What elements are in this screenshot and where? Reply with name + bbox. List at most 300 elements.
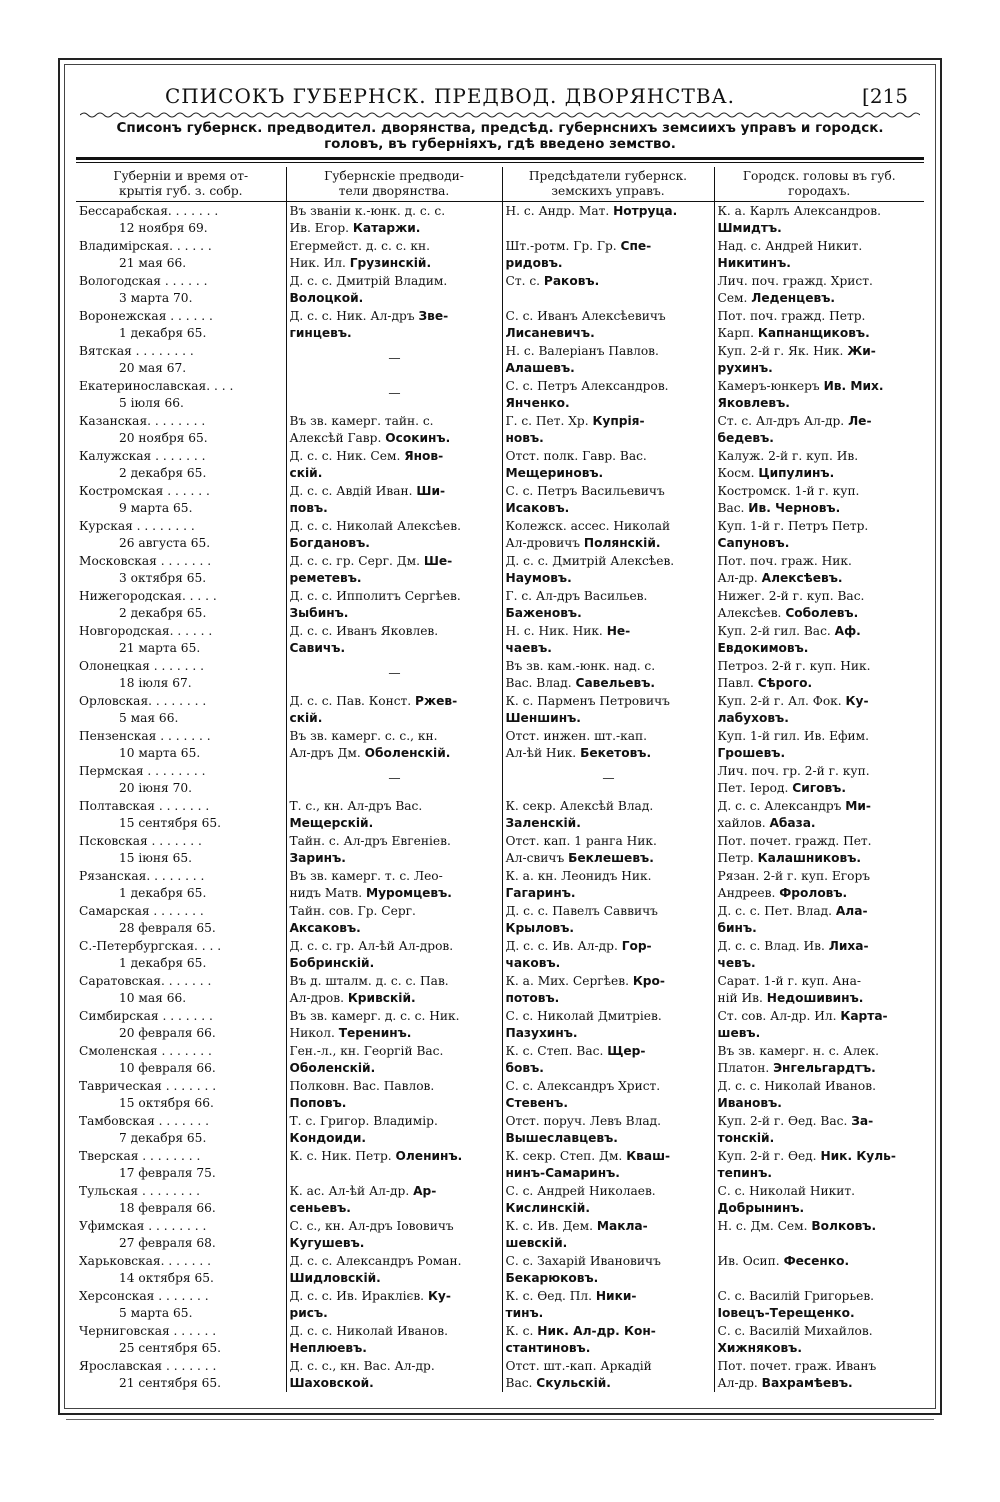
marshal-cell bbox=[286, 1287, 502, 1322]
gubernia-name: Тульская . . . . . . . . bbox=[79, 1184, 201, 1198]
plain-text: Вас. bbox=[717, 500, 749, 515]
gubernia-cell bbox=[76, 272, 286, 307]
cell-line bbox=[506, 360, 712, 377]
zemstvo-chair-cell bbox=[502, 1112, 714, 1147]
surname-bold: Крыловъ. bbox=[505, 920, 575, 935]
surname-bold: чаевъ. bbox=[505, 640, 552, 655]
gubernia-cell bbox=[76, 482, 286, 517]
zemstvo-chair-cell bbox=[502, 1042, 714, 1077]
mayor-cell bbox=[714, 447, 924, 482]
cell-line bbox=[506, 483, 712, 500]
gubernia-name: Полтавская . . . . . . . bbox=[79, 799, 210, 813]
surname-bold: Гагаринъ. bbox=[505, 885, 576, 900]
marshal-cell bbox=[286, 1252, 502, 1287]
assembly-date: 2 декабря 65. bbox=[119, 605, 207, 620]
zemstvo-chair-cell bbox=[502, 832, 714, 867]
table-row bbox=[76, 1322, 924, 1357]
assembly-date: 5 марта 65. bbox=[119, 1305, 193, 1320]
cell-line bbox=[290, 1340, 500, 1357]
cell-line bbox=[290, 465, 500, 482]
cell-line bbox=[506, 955, 712, 972]
surname-bold: Скульскій. bbox=[536, 1375, 611, 1390]
cell-line bbox=[506, 640, 712, 657]
marshal-cell bbox=[286, 692, 502, 727]
surname-bold: Мещерскій. bbox=[289, 815, 374, 830]
mayor-cell bbox=[714, 412, 924, 447]
gubernia-name: Костромская . . . . . . bbox=[79, 484, 210, 498]
surname-bold: Не- bbox=[606, 624, 631, 638]
table-row bbox=[76, 937, 924, 972]
surname-bold: лабуховъ. bbox=[717, 710, 789, 725]
surname-bold: Ив. Черновъ. bbox=[748, 500, 841, 515]
cell-line bbox=[718, 605, 923, 622]
zemstvo-chair-cell bbox=[502, 342, 714, 377]
cell-line bbox=[506, 693, 712, 710]
plain-text: Д. с. с. Дмитрій Владим. bbox=[289, 274, 448, 288]
mayor-cell bbox=[714, 1112, 924, 1147]
cell-line bbox=[718, 1165, 923, 1182]
table-row bbox=[76, 692, 924, 727]
surname-bold: гинцевъ. bbox=[289, 325, 352, 340]
plain-text: Куп. 2-й г. Ал. Фок. bbox=[717, 694, 846, 708]
marshal-cell bbox=[286, 1042, 502, 1077]
plain-text: Алексѣй Гавр. bbox=[289, 430, 386, 445]
header-line: Губерніи и время от- bbox=[113, 169, 249, 183]
header-line: земскихъ управъ. bbox=[551, 184, 665, 198]
plain-text: С. с. Николай Дмитріев. bbox=[505, 1009, 662, 1023]
mayor-cell bbox=[714, 1287, 924, 1322]
plain-text: Куп. 2-й г. Ѳед. Вас. bbox=[717, 1114, 852, 1128]
cell-line bbox=[718, 430, 923, 447]
plain-text: С. с. Василій Григорьев. bbox=[717, 1289, 875, 1303]
cell-line bbox=[290, 1025, 500, 1042]
surname-bold: Ив. Мих. bbox=[823, 379, 884, 393]
assembly-date: 27 февраля 68. bbox=[119, 1235, 216, 1250]
table-row bbox=[76, 1147, 924, 1182]
mayor-cell bbox=[714, 552, 924, 587]
zemstvo-chair-cell bbox=[502, 587, 714, 622]
mayor-cell bbox=[714, 377, 924, 412]
plain-text: Д. с. с. Пет. Влад. bbox=[717, 904, 836, 918]
plain-text: Косм. bbox=[717, 465, 759, 480]
plain-text: Камеръ-юнкеръ bbox=[717, 379, 824, 393]
cell-line bbox=[290, 1218, 500, 1235]
cell-line bbox=[290, 885, 500, 902]
surname-bold: тепинъ. bbox=[717, 1165, 772, 1180]
plain-text: Отст. полк. Гавр. Вас. bbox=[505, 449, 647, 463]
cell-line bbox=[506, 553, 712, 570]
surname-bold: Бекетовъ. bbox=[580, 745, 652, 760]
cell-line bbox=[290, 1288, 500, 1305]
plain-text: Д. с. с. Дмитрій Алексѣев. bbox=[505, 554, 675, 568]
cell-line bbox=[506, 203, 712, 220]
plain-text: Д. с. с. Александръ Роман. bbox=[289, 1254, 462, 1268]
plain-text: Пот. почет. гражд. Пет. bbox=[717, 834, 872, 848]
gubernia-name: Черниговская . . . . . . bbox=[79, 1324, 217, 1338]
table-row bbox=[76, 202, 924, 238]
mayor-cell bbox=[714, 1322, 924, 1357]
surname-bold: Грошевъ. bbox=[717, 745, 786, 760]
plain-text: К. а. Карлъ Александров. bbox=[717, 204, 881, 218]
zemstvo-chair-cell bbox=[502, 447, 714, 482]
plain-text: С. с. Захарій Ивановичъ bbox=[505, 1254, 661, 1268]
cell-line bbox=[718, 1130, 923, 1147]
cell-line bbox=[718, 378, 923, 395]
cell-line bbox=[290, 483, 500, 500]
cell-line bbox=[506, 1165, 712, 1182]
surname-bold: Ми- bbox=[845, 799, 871, 813]
cell-line bbox=[718, 570, 923, 587]
cell-line bbox=[506, 1200, 712, 1217]
table-row bbox=[76, 797, 924, 832]
assembly-date: 1 декабря 65. bbox=[119, 325, 207, 340]
zemstvo-chair-cell bbox=[502, 867, 714, 902]
plain-text: Рязан. 2-й г. куп. Егоръ bbox=[717, 869, 871, 883]
surname-bold: Хижняковъ. bbox=[717, 1340, 802, 1355]
cell-line bbox=[290, 833, 500, 850]
plain-text: Куп. 1-й г. Петръ Петр. bbox=[717, 519, 869, 533]
plain-text: Пот. поч. гражд. Петр. bbox=[717, 309, 866, 323]
cell-line bbox=[506, 728, 712, 745]
zemstvo-chair-cell bbox=[502, 657, 714, 692]
surname-bold: Наумовъ. bbox=[505, 570, 572, 585]
table-row bbox=[76, 657, 924, 692]
table-row bbox=[76, 447, 924, 482]
plain-text: Г. с. Пет. Хр. bbox=[505, 414, 593, 428]
empty-dash: — bbox=[602, 771, 615, 785]
running-title: СПИСОКЪ ГУБЕРНСК. ПРЕДВОД. ДВОРЯНСТВА. bbox=[164, 84, 736, 108]
gubernia-cell bbox=[76, 692, 286, 727]
assembly-date: 1 декабря 65. bbox=[119, 885, 207, 900]
plain-text: Никол. bbox=[289, 1025, 339, 1040]
surname-bold: Исаковъ. bbox=[505, 500, 570, 515]
cell-line bbox=[290, 1113, 500, 1130]
plain-text: Д. с. с. Ив. Ираклієв. bbox=[289, 1289, 428, 1303]
marshal-cell bbox=[286, 1007, 502, 1042]
mayor-cell bbox=[714, 1077, 924, 1112]
gubernia-name: Вологодская . . . . . . bbox=[79, 274, 208, 288]
table-row bbox=[76, 1357, 924, 1392]
cell-line bbox=[506, 745, 712, 762]
table-row bbox=[76, 1252, 924, 1287]
cell-line bbox=[290, 448, 500, 465]
plain-text: К. с. Ник. Петр. bbox=[289, 1149, 396, 1163]
surname-bold: Іовецъ-Терещенко. bbox=[717, 1305, 855, 1320]
gubernia-name: Херсонская . . . . . . . bbox=[79, 1289, 209, 1303]
plain-text: К. секр. Алексѣй Влад. bbox=[505, 799, 654, 813]
mayor-cell bbox=[714, 202, 924, 238]
surname-bold: Сиговъ. bbox=[792, 780, 846, 795]
gubernia-name: Саратовская. . . . . . . bbox=[79, 974, 212, 988]
plain-text: Н. с. Андр. Мат. bbox=[505, 204, 614, 218]
surname-bold: Волковъ. bbox=[811, 1219, 877, 1233]
gubernia-cell bbox=[76, 342, 286, 377]
gubernia-name: Екатеринославская. . . . bbox=[79, 379, 234, 393]
plain-text: Н. с. Валеріанъ Павлов. bbox=[505, 344, 659, 358]
surname-bold: Оболенскій. bbox=[364, 745, 451, 760]
cell-line bbox=[718, 885, 923, 902]
marshal-cell bbox=[286, 937, 502, 972]
cell-line bbox=[290, 868, 500, 885]
cell-line bbox=[506, 1323, 712, 1340]
col-mayor-header bbox=[714, 167, 924, 202]
plain-text: С. с. Петръ Васильевичъ bbox=[505, 484, 665, 498]
surname-bold: Ала- bbox=[835, 904, 868, 918]
surname-bold: Нотруца. bbox=[613, 204, 678, 218]
cell-line bbox=[718, 1323, 923, 1340]
surname-bold: Янов- bbox=[404, 449, 444, 463]
gubernia-cell bbox=[76, 202, 286, 238]
zemstvo-chair-cell bbox=[502, 902, 714, 937]
marshal-cell bbox=[286, 832, 502, 867]
gubernia-name: С.-Петербургская. . . . bbox=[79, 939, 222, 953]
plain-text: С. с. Иванъ Алексѣевичъ bbox=[505, 309, 666, 323]
cell-line bbox=[718, 798, 923, 815]
surname-bold: Пазухинъ. bbox=[505, 1025, 578, 1040]
cell-line bbox=[506, 500, 712, 517]
surname-bold: ридовъ. bbox=[505, 255, 563, 270]
assembly-date: 10 мая 66. bbox=[119, 990, 187, 1005]
cell-line bbox=[506, 623, 712, 640]
surname-bold: шевъ. bbox=[717, 1025, 761, 1040]
surname-bold: Бекарюковъ. bbox=[505, 1270, 599, 1285]
surname-bold: шевскій. bbox=[505, 1235, 568, 1250]
assembly-date: 17 февраля 75. bbox=[119, 1165, 216, 1180]
surname-bold: Полянскій. bbox=[583, 535, 661, 550]
surname-bold: бовъ. bbox=[505, 1060, 544, 1075]
cell-line bbox=[290, 325, 500, 342]
surname-bold: Никитинъ. bbox=[717, 255, 791, 270]
table-row bbox=[76, 377, 924, 412]
surname-bold: Грузинскій. bbox=[349, 255, 432, 270]
cell-line bbox=[290, 1078, 500, 1095]
cell-line bbox=[718, 920, 923, 937]
plain-text: Отст. шт.-кап. Аркадій bbox=[505, 1359, 652, 1373]
gubernia-cell bbox=[76, 517, 286, 552]
cell-line bbox=[290, 920, 500, 937]
surname-bold: Шидловскій. bbox=[289, 1270, 381, 1285]
plain-text: ній Ив. bbox=[717, 990, 767, 1005]
surname-bold: Фроловъ. bbox=[779, 885, 848, 900]
cell-line bbox=[506, 1340, 712, 1357]
table-row bbox=[76, 1182, 924, 1217]
assembly-date: 28 февраля 65. bbox=[119, 920, 216, 935]
mayor-cell bbox=[714, 517, 924, 552]
surname-bold: Поповъ. bbox=[289, 1095, 347, 1110]
cell-line bbox=[718, 360, 923, 377]
surname-bold: чаковъ. bbox=[505, 955, 561, 970]
table-row bbox=[76, 1112, 924, 1147]
cell-line bbox=[718, 955, 923, 972]
surname-bold: тинъ. bbox=[505, 1305, 544, 1320]
zemstvo-chair-cell bbox=[502, 797, 714, 832]
cell-line bbox=[718, 1375, 923, 1392]
surname-bold: Ник. Куль- bbox=[820, 1149, 896, 1163]
empty-dash: — bbox=[388, 666, 401, 680]
marshal-cell bbox=[286, 482, 502, 517]
cell-line bbox=[290, 203, 500, 220]
cell-line bbox=[718, 1340, 923, 1357]
surname-bold: Сѣрого. bbox=[757, 675, 813, 690]
cell-line bbox=[718, 1113, 923, 1130]
surname-bold: бинъ. bbox=[717, 920, 757, 935]
marshal-cell bbox=[286, 902, 502, 937]
plain-text: Лич. поч. гр. 2-й г. куп. bbox=[717, 764, 870, 778]
surname-bold: Ржев- bbox=[415, 694, 458, 708]
table-header-row bbox=[76, 167, 924, 202]
zemstvo-chair-cell bbox=[502, 1287, 714, 1322]
cell-line bbox=[290, 1375, 500, 1392]
plain-text: К. ас. Ал-ѣй Ал-др. bbox=[289, 1184, 414, 1198]
plain-text: Д. с. с. Ник. Ал-дръ bbox=[289, 309, 419, 323]
gubernia-cell bbox=[76, 937, 286, 972]
plain-text: Г. с. Ал-дръ Васильев. bbox=[505, 589, 648, 603]
surname-bold: Лиха- bbox=[828, 939, 869, 953]
gubernia-name: Харьковская. . . . . . . bbox=[79, 1254, 211, 1268]
plain-text: Андреев. bbox=[717, 885, 780, 900]
table-row bbox=[76, 1042, 924, 1077]
plain-text: К. а. Мих. Сергѣев. bbox=[505, 974, 633, 988]
gubernia-name: Рязанская. . . . . . . . bbox=[79, 869, 205, 883]
plain-text: Д. с. с. гр. Серг. Дм. bbox=[289, 554, 424, 568]
cell-line bbox=[506, 658, 712, 675]
assembly-date: 5 іюля 66. bbox=[119, 395, 184, 410]
plain-text: Д. с. с. гр. Ал-ѣй Ал-дров. bbox=[289, 939, 454, 953]
cell-line bbox=[290, 1148, 500, 1165]
marshal-cell bbox=[286, 1147, 502, 1182]
assembly-date: 20 іюня 70. bbox=[119, 780, 192, 795]
plain-text: Ал-дров. bbox=[289, 990, 348, 1005]
table-row bbox=[76, 307, 924, 342]
mayor-cell bbox=[714, 342, 924, 377]
surname-bold: Осокинъ. bbox=[385, 430, 451, 445]
mayor-cell bbox=[714, 1147, 924, 1182]
surname-bold: Богдановъ. bbox=[289, 535, 370, 550]
assembly-date: 15 октября 66. bbox=[119, 1095, 214, 1110]
plain-text: Пот. поч. граж. Ник. bbox=[717, 554, 852, 568]
gubernia-cell bbox=[76, 657, 286, 692]
surname-bold: Ники- bbox=[595, 1289, 637, 1303]
surname-bold: потовъ. bbox=[505, 990, 560, 1005]
gubernia-cell bbox=[76, 902, 286, 937]
zemstvo-chair-cell bbox=[502, 1182, 714, 1217]
plain-text: Лич. поч. гражд. Христ. bbox=[717, 274, 873, 288]
gubernia-name: Пермская . . . . . . . . bbox=[79, 764, 206, 778]
plain-text: Т. с. Григор. Владимір. bbox=[289, 1114, 438, 1128]
surname-bold: Леденцевъ. bbox=[751, 290, 835, 305]
plain-text: Платон. bbox=[717, 1060, 774, 1075]
cell-line bbox=[718, 1060, 923, 1077]
surname-bold: скій. bbox=[289, 465, 323, 480]
gubernia-name: Казанская. . . . . . . . bbox=[79, 414, 206, 428]
plain-text: С. с. Василій Михайлов. bbox=[717, 1324, 873, 1338]
assembly-date: 2 декабря 65. bbox=[119, 465, 207, 480]
surname-bold: Стевенъ. bbox=[505, 1095, 568, 1110]
col-gubernia-header bbox=[76, 167, 286, 202]
marshal-cell bbox=[286, 1077, 502, 1112]
plain-text: Петроз. 2-й г. куп. Ник. bbox=[717, 659, 871, 673]
assembly-date: 3 марта 70. bbox=[119, 290, 193, 305]
plain-text: Въ д. шталм. д. с. с. Пав. bbox=[289, 974, 449, 988]
marshal-cell bbox=[286, 377, 502, 412]
surname-bold: Теренинъ. bbox=[338, 1025, 412, 1040]
table-row bbox=[76, 587, 924, 622]
marshal-cell bbox=[286, 1357, 502, 1392]
gubernia-name: Орловская. . . . . . . . bbox=[79, 694, 207, 708]
cell-line bbox=[290, 1183, 500, 1200]
table-row bbox=[76, 1077, 924, 1112]
cell-line bbox=[506, 238, 712, 255]
gubernia-cell bbox=[76, 237, 286, 272]
marshal-cell bbox=[286, 1182, 502, 1217]
plain-text: С. с. Александръ Христ. bbox=[505, 1079, 661, 1093]
plain-text: К. секр. Степ. Дм. bbox=[505, 1149, 627, 1163]
surname-bold: Бобринскій. bbox=[289, 955, 375, 970]
cell-line bbox=[506, 1008, 712, 1025]
gubernia-cell bbox=[76, 447, 286, 482]
cell-line bbox=[718, 518, 923, 535]
cell-line bbox=[290, 1253, 500, 1270]
cell-line bbox=[290, 290, 500, 307]
cell-line bbox=[290, 308, 500, 325]
cell-line bbox=[290, 413, 500, 430]
surname-bold: новъ. bbox=[505, 430, 544, 445]
wavy-divider bbox=[80, 110, 920, 120]
plain-text: Отст. кап. 1 ранга Ник. bbox=[505, 834, 657, 848]
surname-bold: Кондоиди. bbox=[289, 1130, 367, 1145]
cell-line bbox=[718, 1095, 923, 1112]
assembly-date: 5 мая 66. bbox=[119, 710, 179, 725]
assembly-date: 9 марта 65. bbox=[119, 500, 193, 515]
gubernia-name: Самарская . . . . . . . bbox=[79, 904, 204, 918]
gubernia-cell bbox=[76, 307, 286, 342]
surname-bold: Зыбинъ. bbox=[289, 605, 349, 620]
zemstvo-chair-cell bbox=[502, 272, 714, 307]
marshal-cell bbox=[286, 867, 502, 902]
mayor-cell bbox=[714, 762, 924, 797]
plain-text: Вас. bbox=[505, 1375, 537, 1390]
cell-line bbox=[290, 588, 500, 605]
cell-line bbox=[290, 938, 500, 955]
cell-line bbox=[718, 1218, 923, 1235]
surname-bold: Ку- bbox=[845, 694, 869, 708]
table-row bbox=[76, 272, 924, 307]
cell-line bbox=[290, 903, 500, 920]
bottom-rule bbox=[66, 1419, 934, 1420]
cell-line bbox=[506, 1113, 712, 1130]
plain-text: Полковн. Вас. Павлов. bbox=[289, 1079, 435, 1093]
gubernia-name: Тамбовская . . . . . . . bbox=[79, 1114, 210, 1128]
table-row bbox=[76, 622, 924, 657]
marshal-cell bbox=[286, 342, 502, 377]
cell-line bbox=[290, 273, 500, 290]
gubernia-name: Новгородская. . . . . . bbox=[79, 624, 213, 638]
cell-line bbox=[506, 1305, 712, 1322]
surname-bold: Ивановъ. bbox=[717, 1095, 782, 1110]
gubernia-name: Владимірская. . . . . . bbox=[79, 239, 212, 253]
mayor-cell bbox=[714, 832, 924, 867]
plain-text: Въ зв. камерг. т. с. Лео- bbox=[289, 869, 443, 883]
col-zemstvo-header bbox=[502, 167, 714, 202]
gubernia-name: Пензенская . . . . . . . bbox=[79, 729, 211, 743]
surname-bold: Савельевъ. bbox=[575, 675, 656, 690]
plain-text: Карп. bbox=[717, 325, 758, 340]
surname-bold: Беклешевъ. bbox=[568, 850, 654, 865]
cell-line bbox=[718, 553, 923, 570]
cell-line bbox=[290, 1130, 500, 1147]
marshal-cell bbox=[286, 762, 502, 797]
assembly-date: 15 іюня 65. bbox=[119, 850, 192, 865]
